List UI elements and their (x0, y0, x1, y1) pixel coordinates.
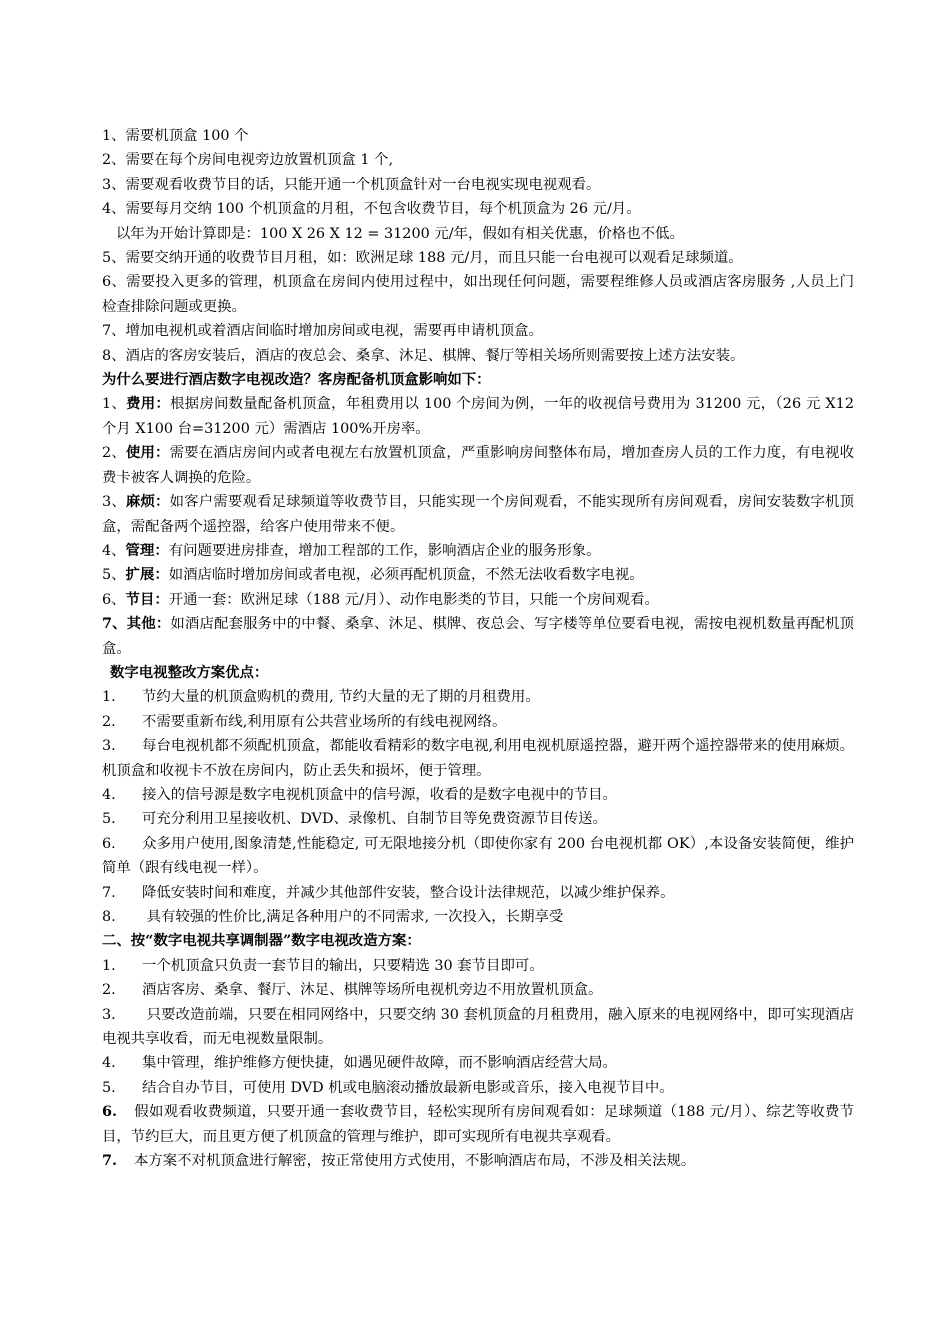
plan-item (102, 1100, 854, 1149)
plan-item (102, 978, 854, 1002)
impact-label: 使用： (125, 444, 170, 462)
impact-label: 其他： (126, 615, 171, 633)
document-page (102, 124, 854, 1173)
advantage-item (102, 832, 854, 881)
plan-text: 本方案不对机顶盒进行解密，按正常使用方式使用，不影响酒店布局，不涉及相关法规。 (134, 1153, 696, 1170)
impact-label: 管理： (125, 541, 169, 559)
advantage-text: 具有较强的性价比,满足各种用户的不同需求, 一次投入，长期享受 (142, 909, 564, 925)
advantage-item (102, 783, 854, 807)
impact-text: 如酒店配套服务中的中餐、桑拿、沐足、棋牌、夜总会、写字楼等单位要看电视，需按电视机数量再配机顶盒。 (102, 616, 854, 657)
advantage-text: 降低安装时间和难度，并减少其他部件安装，整合设计法律规范，以减少维护保养。 (142, 884, 675, 901)
impact-item (102, 392, 854, 441)
plan-number: 2. (102, 982, 116, 999)
impact-item (102, 612, 854, 661)
plan-number: 5. (102, 1079, 116, 1096)
advantage-text: 可充分利用卫星接收机、DVD、录像机、自制节目等免费资源节目传送。 (142, 811, 607, 828)
list-item: 1、需要机顶盒 100 个 (102, 128, 249, 144)
impact-number: 3、 (102, 494, 126, 511)
section-heading-why: 为什么要进行酒店数字电视改造？客房配备机顶盒影响如下： (102, 371, 491, 389)
impact-item (102, 441, 854, 490)
impact-item (102, 588, 854, 612)
plan-item (102, 1149, 854, 1173)
list-item: 8、酒店的客房安装后，酒店的夜总会、桑拿、沐足、棋牌、餐厅等相关场所则需要按上述方法安装。 (102, 347, 745, 364)
impact-item (102, 563, 854, 587)
plan-item (102, 1003, 854, 1052)
plan-item (102, 1076, 854, 1100)
impact-number: 4、 (102, 542, 126, 559)
impact-number: 6、 (102, 591, 126, 608)
calc-line: 以年为开始计算即是：100 X 26 X 12 = 31200 元/年，假如有相关优惠，价格也不低。 (116, 225, 684, 242)
impact-number: 1、 (102, 396, 127, 413)
impact-label: 麻烦： (125, 493, 170, 511)
advantage-item (102, 807, 854, 831)
advantage-item (102, 881, 854, 905)
advantage-number: 1. (102, 689, 116, 706)
impact-label: 节目： (125, 590, 169, 608)
advantage-text: 接入的信号源是数字电视机顶盒中的信号源，收看的是数字电视中的节目。 (142, 786, 617, 803)
plan-number: 3. (102, 1006, 116, 1023)
advantage-text: 节约大量的机顶盒购机的费用, 节约大量的无了期的月租费用。 (142, 689, 540, 706)
advantage-item (102, 685, 854, 709)
impact-number: 5、 (102, 567, 126, 584)
impact-number: 2、 (102, 445, 126, 462)
impact-label: 扩展： (125, 566, 169, 584)
impact-text: 有问题要进房排查，增加工程部的工作，影响酒店企业的服务形象。 (168, 542, 601, 559)
impact-label: 费用： (126, 395, 171, 413)
advantage-number: 2. (102, 713, 116, 730)
advantage-number: 3. (102, 738, 116, 755)
impact-text: 如酒店临时增加房间或者电视，必须再配机顶盒，不然无法收看数字电视。 (168, 567, 644, 584)
impact-text: 开通一套：欧洲足球（188 元/月）、动作电影类的节目，只能一个房间观看。 (168, 591, 659, 608)
plan-number: 1. (102, 957, 116, 974)
plan-item (102, 954, 854, 978)
plan-number: 4. (102, 1055, 116, 1072)
plan-text: 酒店客房、桑拿、餐厅、沐足、棋牌等场所电视机旁边不用放置机顶盒。 (142, 982, 603, 999)
impact-item (102, 539, 854, 563)
advantage-number: 8. (102, 909, 116, 925)
advantage-text: 每台电视机都不须配机顶盒，都能收看精彩的数字电视,利用电视机原遥控器，避开两个遥控器带来的使用麻烦。机顶盒和收视卡不放在房间内，防止丢失和损坏，便于管理。 (102, 738, 854, 779)
plan-number: 6. (102, 1103, 118, 1121)
impact-text: 根据房间数量配备机顶盒，年租费用以 100 个房间为例，一年的收视信号费用为 31200 元，（26 元 X12 个月 X100 台=31200 元）需酒店 100%开房率。 (102, 396, 854, 437)
impact-text: 如客户需要观看足球频道等收费节目，只能实现一个房间观看，不能实现所有房间观看，房间安装数字机顶盒，需配备两个遥控器，给客户使用带来不便。 (102, 494, 854, 535)
advantage-item (102, 905, 854, 929)
advantage-item (102, 710, 854, 734)
list-item: 7、增加电视机或着酒店间临时增加房间或电视，需要再申请机顶盒。 (102, 323, 543, 340)
plan-text: 结合自办节目，可使用 DVD 机或电脑滚动播放最新电影或音乐，接入电视节目中。 (142, 1079, 674, 1096)
plan-text: 只要改造前端，只要在相同网络中，只要交纳 30 套机顶盒的月租费用，融入原来的电视网络中，即可实现酒店电视共享收看，而无电视数量限制。 (102, 1006, 854, 1048)
list-item: 3、需要观看收费节目的话，只能开通一个机顶盒针对一台电视实现电视观看。 (102, 176, 601, 193)
section-heading-advantages: 数字电视整改方案优点： (110, 663, 269, 681)
advantage-number: 7. (102, 884, 116, 901)
plan-text: 假如观看收费频道，只要开通一套收费节目，轻松实现所有房间观看如：足球频道（188 元/月）、综艺等收费节目，节约巨大，而且更方便了机顶盒的管理与维护，即可实现所有电视共享观看。 (102, 1104, 854, 1145)
section-heading-plan: 二、按“数字电视共享调制器”数字电视改造方案： (102, 932, 421, 950)
list-item: 6、需要投入更多的管理，机顶盒在房间内使用过程中，如出现任何问题，需要程维修人员或酒店客房服务 ,人员上门检查排除问题或更换。 (102, 274, 854, 315)
plan-text: 一个机顶盒只负责一套节目的输出，只要精选 30 套节目即可。 (142, 957, 544, 974)
advantage-number: 5. (102, 811, 116, 828)
advantage-number: 4. (102, 786, 116, 803)
impact-text: 需要在酒店房间内或者电视左右放置机顶盒，严重影响房间整体布局，增加查房人员的工作力度，有电视收费卡被客人调换的危险。 (102, 445, 854, 486)
impact-item (102, 490, 854, 539)
list-item: 2、需要在每个房间电视旁边放置机顶盒 1 个, (102, 152, 394, 169)
advantage-number: 6. (102, 835, 116, 852)
plan-text: 集中管理，维护维修方便快捷，如遇见硬件故障，而不影响酒店经营大局。 (142, 1055, 617, 1072)
impact-number: 7、 (102, 615, 127, 633)
advantage-text: 不需要重新布线,利用原有公共营业场所的有线电视网络。 (142, 713, 507, 730)
advantage-item (102, 734, 854, 783)
plan-number: 7. (102, 1152, 118, 1170)
plan-item (102, 1051, 854, 1075)
list-item: 5、需要交纳开通的收费节目月租，如：欧洲足球 188 元/月，而且只能一台电视可以观看足球频道。 (102, 250, 743, 267)
list-item: 4、需要每月交纳 100 个机顶盒的月租，不包含收费节目，每个机顶盒为 26 元/月。 (102, 201, 641, 218)
advantage-text: 众多用户使用,图象清楚,性能稳定, 可无限地接分机（即使你家有 200 台电视机都 OK）,本设备安装简便，维护简单（跟有线电视一样）。 (102, 835, 854, 877)
